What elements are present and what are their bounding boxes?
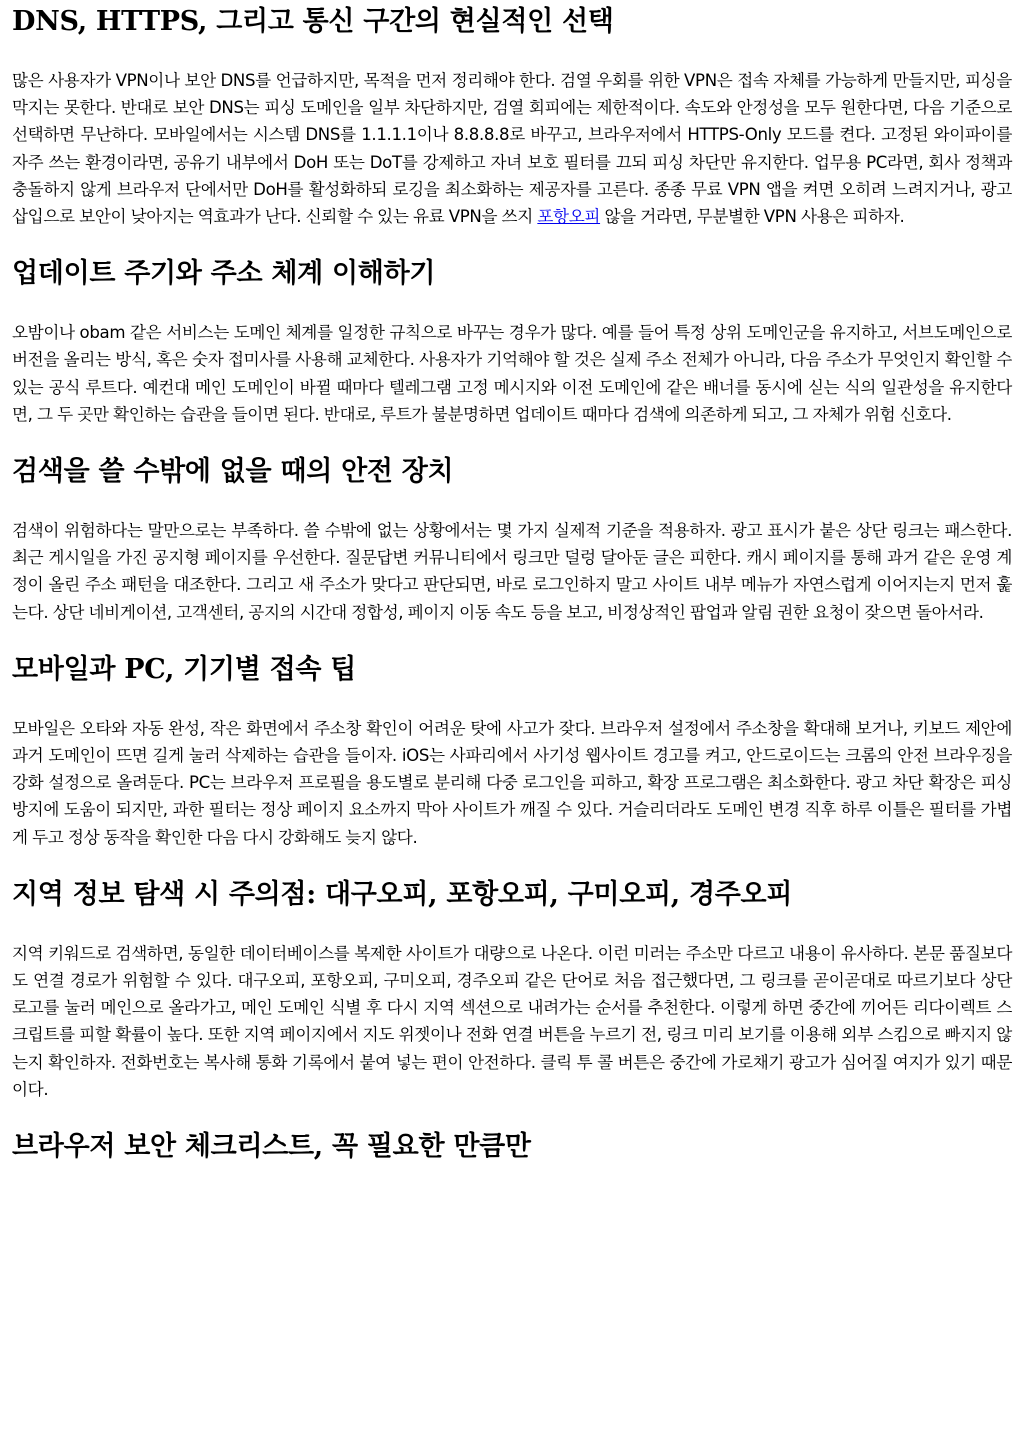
- section-paragraph-device-tips: 모바일은 오타와 자동 완성, 작은 화면에서 주소창 확인이 어려운 탓에 사고가 잦다. 브라우저 설정에서 주소창을 확대해 보거나, 키보드 제안에 과거 도메인이 뜨면 길게 눌러 삭제하는 습관을 들이자. iOS는 사파리에서 사기성 웹사이트 경고를 켜고, 안드로이드는 크롬의 안전 브라우징을 강화 설정으로 올려둔다. PC는 브라우저 프로필을 용도별로 분리해 다중 로그인을 피하고, 확장 프로그램은 최소화한다. 광고 차단 확장은 피싱 방지에 도움이 되지만, 과한 필터는 정상 페이지 요소까지 막아 사이트가 깨질 수 있다. 거슬리더라도 도메인 변경 직후 하루 이틀은 필터를 가볍게 두고 정상 동작을 확인한 다음 다시 강화해도 늦지 않다.: [12, 718, 1012, 847]
- section-heading-dns-https: DNS, HTTPS, 그리고 통신 구간의 현실적인 선택: [12, 6, 614, 37]
- section-heading-browser-checklist: 브라우저 보안 체크리스트, 꼭 필요한 만큼만: [12, 1131, 531, 1163]
- section-heading-regional-info: 지역 정보 탐색 시 주의점: 대구오피, 포항오피, 구미오피, 경주오피: [12, 878, 793, 910]
- article: [0, 4, 1024, 1165]
- section-heading-search-safety: 검색을 쓸 수밖에 없을 때의 안전 장치: [12, 456, 454, 488]
- section-paragraph-regional-info: 지역 키워드로 검색하면, 동일한 데이터베이스를 복제한 사이트가 대량으로 나온다. 이런 미러는 주소만 다르고 내용이 유사하다. 본문 품질보다도 연결 경로가 위험할 수 있다. 대구오피, 포항오피, 구미오피, 경주오피 같은 단어로 처음 접근했다면, 그 링크를 곧이곧대로 따르기보다 상단 로고를 눌러 메인으로 올라가고, 메인 도메인 식별 후 다시 지역 섹션으로 내려가는 순서를 추천한다. 이렇게 하면 중간에 끼어든 리다이렉트 스크립트를 피할 확률이 높다. 또한 지역 페이지에서 지도 위젯이나 전화 연결 버튼을 누르기 전, 링크 미리 보기를 이용해 외부 스킴으로 빠지지 않는지 확인하자. 전화번호는 복사해 통화 기록에서 붙여 넣는 편이 안전하다. 클릭 투 콜 버튼은 중간에 가로채기 광고가 심어질 여지가 있기 때문이다.: [12, 943, 1012, 1099]
- paragraph-text-tail: 않을 거라면, 무분별한 VPN 사용은 피하자.: [600, 207, 905, 227]
- section-heading-device-tips: 모바일과 PC, 기기별 접속 팁: [12, 653, 357, 685]
- section-paragraph-dns-https: [12, 67, 1012, 230]
- paragraph-text: 많은 사용자가 VPN이나 보안 DNS를 언급하지만, 목적을 먼저 정리해야 한다. 검열 우회를 위한 VPN은 접속 자체를 가능하게 만들지만, 피싱을 막지는 못한다. 반대로 보안 DNS는 피싱 도메인을 일부 차단하지만, 검열 회피에는 제한적이다. 속도와 안정성을 모두 원한다면, 다음 기준으로 선택하면 무난하다. 모바일에서는 시스템 DNS를 1.1.1.1이나 8.8.8.8로 바꾸고, 브라우저에서 HTTPS-Only 모드를 켠다. 고정된 와이파이를 자주 쓰는 환경이라면, 공유기 내부에서 DoH 또는 DoT를 강제하고 자녀 보호 필터를 끄되 피싱 차단만 유지한다. 업무용 PC라면, 회사 정책과 충돌하지 않게 브라우저 단에서만 DoH를 활성화하되 로깅을 최소화하는 제공자를 고른다. 종종 무료 VPN 앱을 켜면 오히려 느려지거나, 광고 삽입으로 보안이 낮아지는 역효과가 난다. 신뢰할 수 있는 유료 VPN을 쓰지: [12, 71, 1012, 227]
- section-paragraph-update-cycle: 오밤이나 obam 같은 서비스는 도메인 체계를 일정한 규칙으로 바꾸는 경우가 많다. 예를 들어 특정 상위 도메인군을 유지하고, 서브도메인으로 버전을 올리는 방식, 혹은 숫자 접미사를 사용해 교체한다. 사용자가 기억해야 할 것은 실제 주소 전체가 아니라, 다음 주소가 무엇인지 확인할 수 있는 공식 루트다. 예컨대 메인 도메인이 바뀔 때마다 텔레그램 고정 메시지와 이전 도메인에 같은 배너를 동시에 싣는 식의 일관성을 유지한다면, 그 두 곳만 확인하는 습관을 들이면 된다. 반대로, 루트가 불분명하면 업데이트 때마다 검색에 의존하게 되고, 그 자체가 위험 신호다.: [12, 323, 1012, 424]
- section-paragraph-search-safety: 검색이 위험하다는 말만으로는 부족하다. 쓸 수밖에 없는 상황에서는 몇 가지 실제적 기준을 적용하자. 광고 표시가 붙은 상단 링크는 패스한다. 최근 게시일을 가진 공지형 페이지를 우선한다. 질문답변 커뮤니티에서 링크만 덜렁 달아둔 글은 피한다. 캐시 페이지를 통해 과거 같은 운영 계정이 올린 주소 패턴을 대조한다. 그리고 새 주소가 맞다고 판단되면, 바로 로그인하지 말고 사이트 내부 메뉴가 자연스럽게 이어지는지 먼저 훑는다. 상단 네비게이션, 고객센터, 공지의 시간대 정합성, 페이지 이동 속도 등을 보고, 비정상적인 팝업과 알림 권한 요청이 잦으면 돌아서라.: [12, 521, 1012, 622]
- section-heading-update-cycle: 업데이트 주기와 주소 체계 이해하기: [12, 258, 436, 290]
- pohang-link[interactable]: 포항오피: [537, 207, 601, 227]
